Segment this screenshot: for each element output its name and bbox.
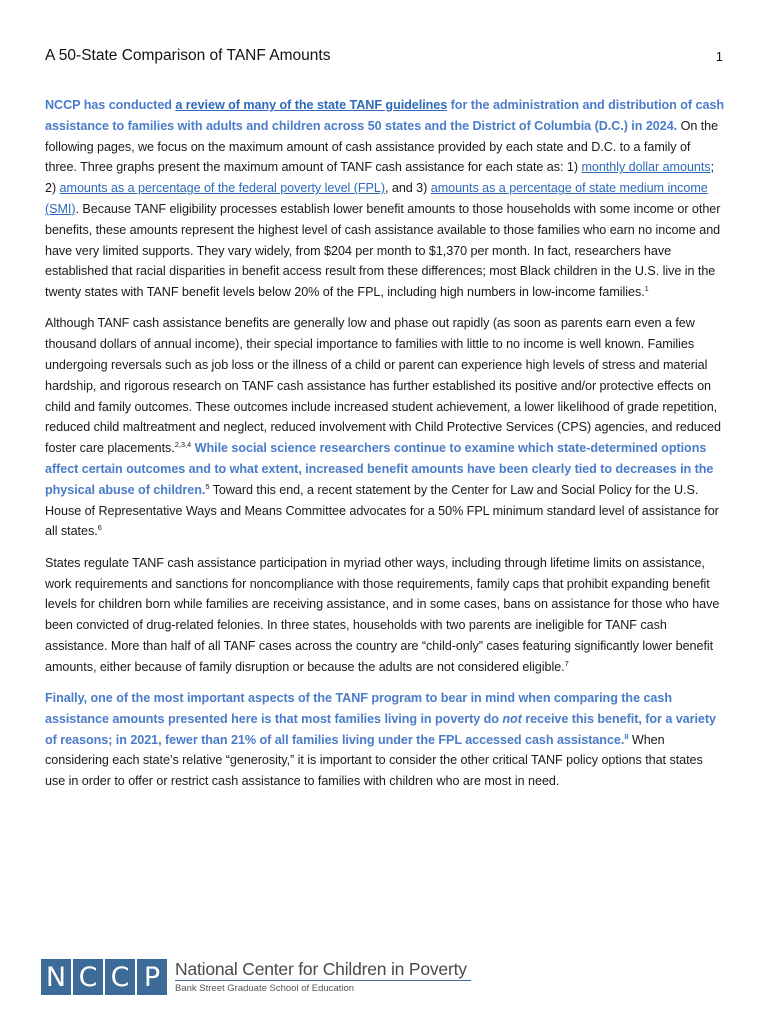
logo-letter-p: P <box>137 959 167 995</box>
footnote-ref-2-3-4: 2,3,4 <box>174 440 192 450</box>
logo-letter-n: N <box>41 959 71 995</box>
footnote-ref-8: 8 <box>624 731 629 741</box>
footnote-ref-1: 1 <box>644 284 649 294</box>
paragraph-intro <box>45 95 725 303</box>
logo-letter-c2: C <box>105 959 135 995</box>
intro-text-d: ; 2) <box>45 160 715 196</box>
logo-divider <box>175 980 471 981</box>
footnote-ref-5: 5 <box>205 481 210 491</box>
document-title: A 50-State Comparison of TANF Amounts <box>45 47 331 64</box>
link-smi-percentage[interactable]: amounts as a percentage of state medium income (SMI) <box>45 181 708 216</box>
intro-text-e: , and 3) <box>384 181 431 196</box>
conclusion-highlight-a: Finally, one of the most important aspects of the TANF program to bear in mind when comparing the cash assistance amounts presented here is that most families living in poverty do <box>45 691 672 726</box>
logo-letter-c1: C <box>73 959 103 995</box>
footnote-ref-6: 6 <box>97 523 102 533</box>
conclusion-highlight <box>45 691 716 747</box>
conclusion-highlight-b: receive this benefit, for a variety of reasons; in 2021, fewer than 21% of all families living under the FPL accessed cash assistance. <box>45 711 716 747</box>
paragraph-conclusion <box>45 688 725 792</box>
link-fpl-percentage[interactable]: amounts as a percentage of the federal poverty level (FPL) <box>59 181 385 196</box>
document-body <box>45 95 725 803</box>
emphasis-not: not <box>502 711 522 726</box>
logo-text-block <box>175 959 471 995</box>
page-number: 1 <box>715 49 723 64</box>
intro-text-c: On the following pages, we focus on the maximum amount of cash assistance provided by each state and D.C. to a family of three. Three graphs present the maximum amount of TANF cash assistance for each state as: 1) <box>45 118 719 175</box>
link-monthly-dollar-amounts[interactable]: monthly dollar amounts <box>581 160 711 175</box>
conclusion-text: When considering each state’s relative “generosity,” it is important to consider the other critical TANF policy options that states use in order to offer or restrict cash assistance to families with children who are most in need. <box>45 732 703 789</box>
benefits-text-a: Although TANF cash assistance benefits are generally low and phase out rapidly (as soon as parents earn even a few thousand dollars of annual income), their special importance to families with little to no income is well known. Families undergoing reversals such as job loss or the illness of a child or parent can experience high levels of stress and material hardship, and rigorous research on TANF cash assistance has further established its positive and/or protective effects on child and family outcomes. These outcomes include increased student achievement, a lower likelihood of grade repetition, reduced child maltreatment and neglect, reduced involvement with Child Protective Services (CPS) agencies, and reduced foster care placements. <box>45 316 721 456</box>
link-state-tanf-guidelines[interactable]: a review of many of the state TANF guidelines <box>175 98 448 112</box>
intro-text-b: for the administration and distribution of cash assistance to families with adults and children across 50 states and the District of Columbia (D.C.) in 2024. <box>45 98 724 133</box>
regulation-text: States regulate TANF cash assistance participation in myriad other ways, including through lifetime limits on assistance, work requirements and sanctions for noncompliance with those requirements, family caps that prohibit expanding benefit levels for children born while families are receiving assistance, and in some cases, bans on assistance for those who have been convicted of drug-related felonies. In three states, households with two parents are ineligible for TANF cash assistance. More than half of all TANF cases across the country are “child-only” cases featuring significantly lower benefit amounts, either because of family disruption or because the adults are not considered eligible. <box>45 555 720 674</box>
org-name: National Center for Children in Poverty <box>175 959 467 979</box>
org-subtitle: Bank Street Graduate School of Education <box>175 983 355 994</box>
intro-highlight <box>45 98 724 133</box>
paragraph-regulation <box>45 553 725 678</box>
intro-text-f: . Because TANF eligibility processes establish lower benefit amounts to those households with some income or other benefits, these amounts represent the highest level of cash assistance available to those families who earn no income and have very limited supports. They vary widely, from $204 per month to $1,370 per month. In fact, researchers have established that racial disparities in benefit access result from these differences; most Black children in the U.S. live in the twenty states with TANF benefit levels below 20% of the FPL, including high numbers in low-income families. <box>45 201 721 300</box>
benefits-text-b: Toward this end, a recent statement by the Center for Law and Social Policy for the U.S. House of Representative Ways and Means Committee advocates for a 50% FPL minimum standard level of assistance for all states. <box>45 482 719 539</box>
paragraph-benefits <box>45 313 725 542</box>
benefits-highlight: While social science researchers continue to examine which state-determined options affect certain outcomes and to what extent, increased benefit amounts have been clearly tied to decreases in the physical abuse of children. <box>45 441 714 497</box>
footnote-ref-7: 7 <box>564 658 569 668</box>
nccp-logo <box>41 958 471 996</box>
intro-text-a: NCCP has conducted <box>45 98 176 112</box>
